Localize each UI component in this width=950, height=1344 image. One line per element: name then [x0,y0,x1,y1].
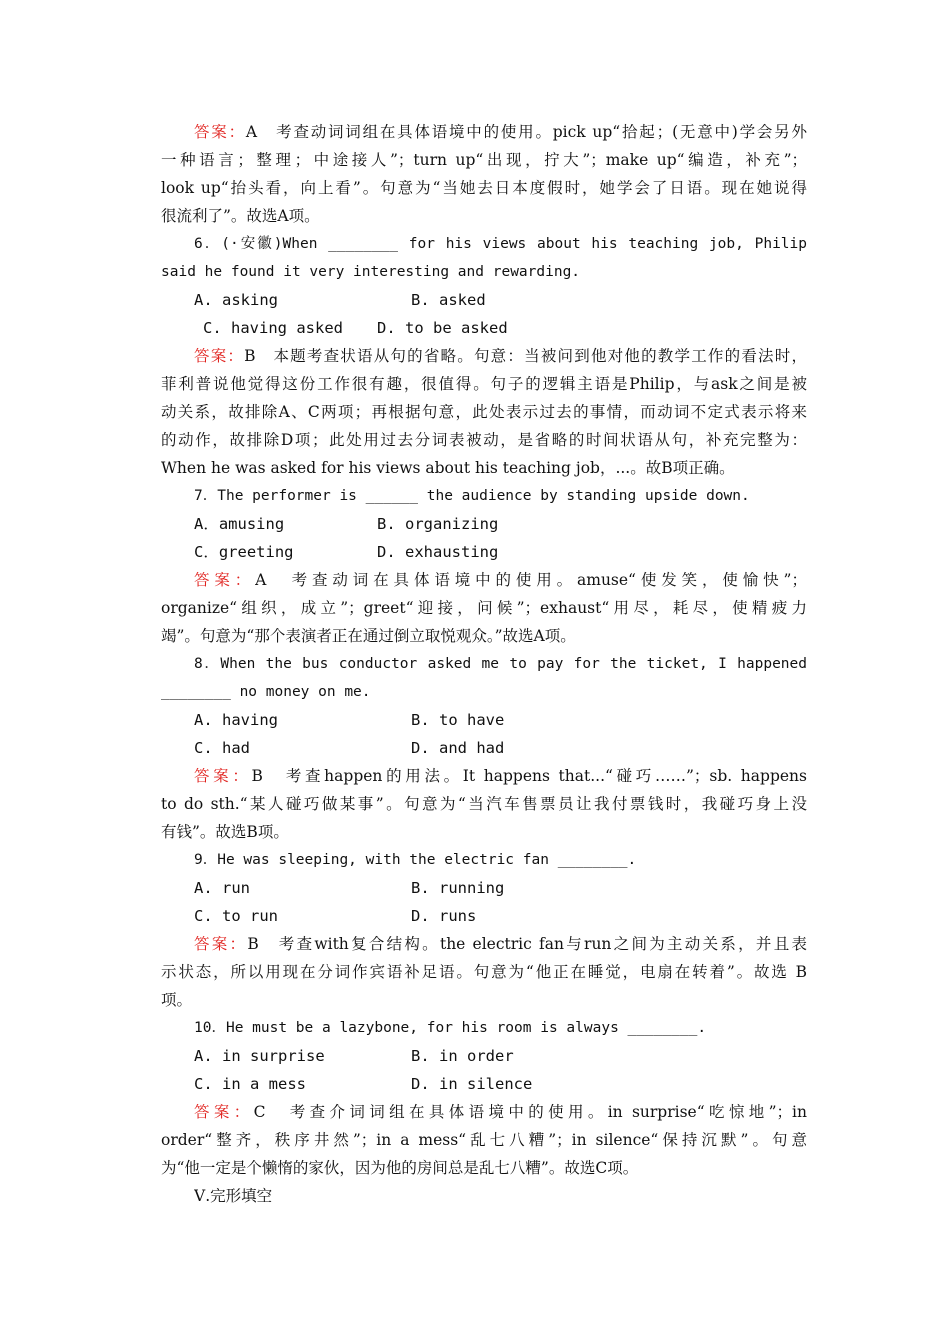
answer-line [194,566,807,594]
answer-letter: A [245,123,258,141]
option-c: C. in a mess [194,1075,306,1093]
section-heading: Ⅴ.完形填空 [194,1187,273,1205]
answer-letter: B [251,767,263,785]
option-c: C. having asked [203,319,343,337]
option-d: D. runs [411,907,477,925]
option-c: C. had [194,739,250,757]
answer-text: 考查happen的用法。It happens that...“碰巧……”；sb. happens [285,767,807,785]
answer-line: look up“抬头看，向上看”。句意为“当她去日本度假时，她学会了日语。现在她说得 [161,179,807,197]
option-c: C．greeting [194,543,294,561]
answer-label: 答案： [194,767,252,785]
option-d: D. in silence [411,1075,533,1093]
answer-letter: A [255,571,267,589]
answer-text: 本题考查状语从句的省略。句意：当被问到他对他的教学工作的看法时， [273,347,807,365]
answer-line: 示状态，所以用现在分词作宾语补足语。句意为“他正在睡觉，电扇在转着”。故选 B [161,963,807,981]
option-a: A. run [194,879,250,897]
option-d: D. exhausting [377,543,499,561]
option-b: B. organizing [377,515,499,533]
answer-text: 考查动词在具体语境中的使用。amuse“使发笑，使愉快”； [291,571,807,589]
answer-line [194,118,807,146]
answer-line [194,762,807,790]
answer-label: 答案： [194,1103,254,1121]
option-c: C. to run [194,907,278,925]
answer-line: order“整齐，秩序井然”；in a mess“乱七八糟”；in silence“保持沉默”。句意 [161,1131,807,1149]
option-b: B. in order [411,1047,514,1065]
option-b: B. to have [411,711,505,729]
answer-label: 答案： [194,571,256,589]
answer-line [194,930,807,958]
option-a: A. asking [194,291,278,309]
answer-line: 竭”。句意为“那个表演者正在通过倒立取悦观众。”故选A项。 [161,627,576,645]
answer-line: 的动作，故排除D项；此处用过去分词表被动，是省略的时间状语从句，补充完整为： [161,431,807,449]
question-text: 8．When the bus conductor asked me to pay for the ticket, I happened [194,656,807,672]
answer-line: 一种语言；整理；中途接人”；turn up“出现，拧大”；make up“编造，补充”； [161,151,807,169]
answer-letter: C [253,1103,266,1121]
question-text: 10．He must be a lazybone, for his room is always ________. [194,1020,707,1036]
answer-line: to do sth.“某人碰巧做某事”。句意为“当汽车售票员让我付票钱时，我碰巧身上没 [161,795,807,813]
option-a: A．amusing [194,515,285,533]
question-text: said he found it very interesting and rewarding. [161,264,581,280]
answer-line: 有钱”。故选B项。 [161,823,289,841]
answer-text: 考查with复合结构。the electric fan与run之间为主动关系，并且表 [278,935,807,953]
answer-label: 答案： [194,935,248,953]
answer-line: 动关系，故排除A、C两项；再根据句意，此处表示过去的事情，而动词不定式表示将来 [161,403,807,421]
option-a: A. having [194,711,278,729]
answer-label: 答案： [194,347,245,365]
option-b: B. asked [411,291,486,309]
answer-line: organize“组织，成立”；greet“迎接，问候”；exhaust“用尽，耗尽，使精疲力 [161,599,807,617]
answer-label: 答案： [194,123,246,141]
answer-line: 菲利普说他觉得这份工作很有趣，很值得。句子的逻辑主语是Philip，与ask之间是被 [161,375,807,393]
option-d: D. and had [411,739,505,757]
answer-line: 项。 [161,991,193,1009]
answer-letter: B [244,347,256,365]
answer-line: 为“他一定是个懒惰的家伙，因为他的房间总是乱七八糟”。故选C项。 [161,1159,639,1177]
answer-letter: B [247,935,259,953]
question-text: ________ no money on me. [161,684,371,700]
answer-line [194,1098,807,1126]
answer-text: 考查介词词组在具体语境中的使用。in surprise“吃惊地”；in [289,1103,807,1121]
question-text: 9．He was sleeping, with the electric fan ________. [194,852,637,868]
question-text: 6．(·安徽)When ________ for his views about his teaching job, Philip [194,236,807,252]
answer-line: 很流利了”。故选A项。 [161,207,320,225]
answer-line: When he was asked for his views about his teaching job，...。故B项正确。 [161,459,735,477]
option-a: A. in surprise [194,1047,325,1065]
question-text: 7．The performer is ______ the audience by standing upside down. [194,488,750,504]
option-b: B. running [411,879,505,897]
option-d: D. to be asked [377,319,508,337]
answer-line [194,342,807,370]
answer-text: 考查动词词组在具体语境中的使用。pick up“拾起；(无意中)学会另外 [276,123,807,141]
